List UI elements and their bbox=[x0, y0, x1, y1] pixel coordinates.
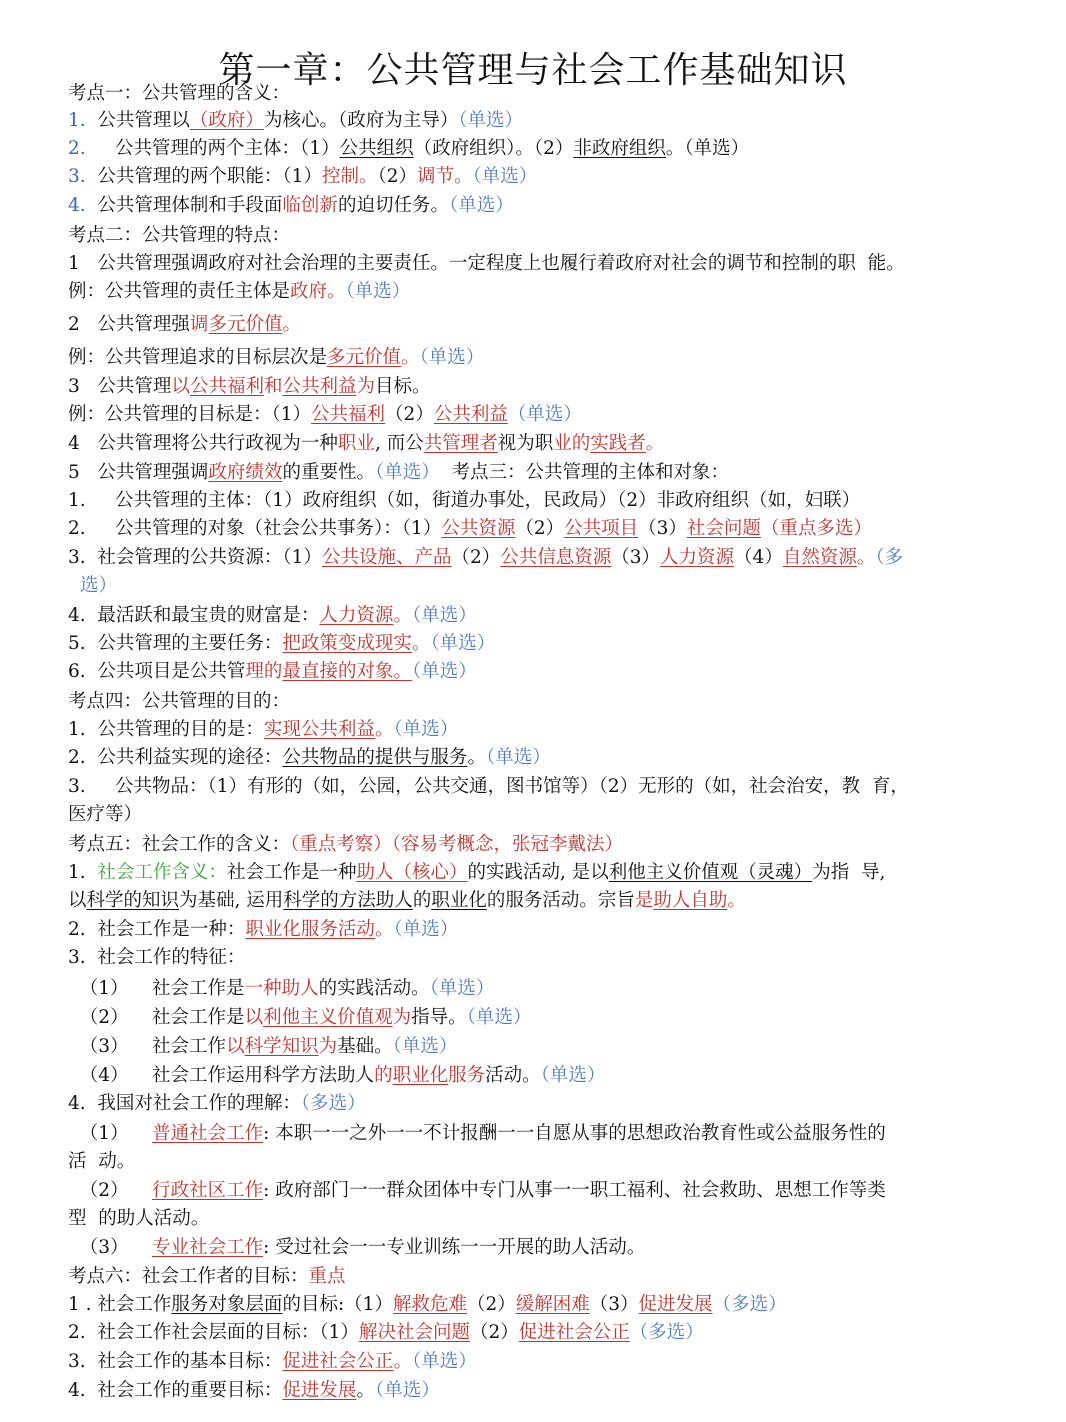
text-segment: 促进发展 bbox=[282, 1380, 357, 1401]
text-segment: 职业 bbox=[337, 433, 375, 454]
text-segment: （重点考察）（容易考概念，张冠李戴法） bbox=[290, 834, 624, 855]
text-segment: 以 bbox=[171, 376, 190, 397]
text-segment: 人力资源 bbox=[319, 605, 394, 626]
text-segment: （单选） bbox=[458, 110, 523, 131]
text-line bbox=[68, 1236, 645, 1260]
text-segment: 。 bbox=[393, 605, 412, 626]
text-line bbox=[68, 1006, 531, 1030]
text-segment: 调节。 bbox=[417, 166, 473, 187]
text-segment: （重点多选） bbox=[760, 518, 872, 539]
text-line bbox=[68, 1321, 704, 1345]
text-line bbox=[68, 224, 290, 248]
text-segment: 3 公共管理 bbox=[68, 376, 172, 397]
text-segment: 业的 bbox=[553, 433, 591, 454]
text-segment: 3. 社会工作的基本目标： bbox=[68, 1351, 283, 1372]
text-segment: 5. 公共管理的主要任务： bbox=[68, 633, 283, 654]
text-segment: （1） bbox=[68, 1123, 153, 1144]
text-segment: 社会问题 bbox=[686, 518, 761, 539]
text-segment: 非政府组织 bbox=[573, 138, 666, 159]
text-segment: 1. bbox=[68, 862, 98, 883]
text-segment: 为 bbox=[356, 376, 375, 397]
text-line bbox=[68, 403, 582, 427]
text-segment: 社会工作是一种 bbox=[226, 862, 357, 883]
text-segment: （单选） bbox=[393, 719, 459, 740]
text-segment: 为 bbox=[392, 1007, 412, 1028]
text-segment: 选） bbox=[80, 575, 118, 596]
text-line bbox=[68, 165, 537, 189]
text-segment: （单选） bbox=[345, 281, 411, 302]
text-line bbox=[68, 946, 245, 970]
text-segment: 公共管理的两个职能：（1） bbox=[85, 166, 322, 187]
text-segment: 专业社会工作 bbox=[152, 1237, 264, 1258]
text-segment: 2. bbox=[68, 138, 86, 159]
text-line bbox=[68, 1207, 209, 1231]
text-segment: 例：公共管理的目标是：（1） bbox=[68, 404, 312, 425]
text-segment: （2） bbox=[377, 166, 417, 187]
text-segment: 6. 公共项目是公共管 bbox=[68, 661, 246, 682]
text-line bbox=[68, 861, 885, 885]
text-segment: 考点三：公共管理的主体和对象： bbox=[439, 462, 729, 483]
text-segment: 视为职 bbox=[497, 433, 554, 454]
text-segment: （单选） bbox=[411, 605, 477, 626]
text-segment: 多元价值 bbox=[208, 314, 283, 335]
text-line bbox=[68, 1179, 886, 1203]
text-segment: 公共利益 bbox=[282, 376, 357, 397]
text-segment: 医疗等） bbox=[68, 804, 143, 825]
text-segment: 公共管理的两个主体：（1） bbox=[85, 138, 340, 159]
text-segment: （3） 社会工作 bbox=[68, 1036, 227, 1057]
text-segment: 职业化 bbox=[392, 1065, 449, 1086]
text-line bbox=[68, 489, 860, 513]
text-segment: 2. 公共利益实现的途径： bbox=[68, 747, 283, 768]
text-segment: 指导。 bbox=[411, 1007, 467, 1028]
text-segment: 以 bbox=[226, 1036, 245, 1057]
text-segment: （4） 社会工作运用科学方法助人 bbox=[68, 1065, 375, 1086]
text-segment: 实践者 bbox=[590, 433, 646, 454]
text-segment: 为 bbox=[318, 1036, 338, 1057]
text-segment: （政府） bbox=[189, 110, 264, 131]
text-segment: （政府组织）。（2） bbox=[413, 138, 574, 159]
text-segment: 调 bbox=[189, 314, 209, 335]
text-segment: 为基础, 运用 bbox=[179, 890, 284, 911]
text-segment: 促进社会公正 bbox=[518, 1322, 630, 1343]
text-line bbox=[68, 1150, 135, 1174]
text-segment: 公共组织 bbox=[339, 138, 414, 159]
text-segment: 3. bbox=[68, 166, 86, 187]
text-segment: 2 公共管理强 bbox=[68, 314, 190, 335]
text-segment: 最直接的对象。 bbox=[282, 661, 412, 682]
text-segment: 的迫切任务。 bbox=[337, 195, 449, 216]
text-segment: 助人自助 bbox=[653, 890, 728, 911]
text-segment: 2. 公共管理的对象（社会公共事务）：（1） bbox=[68, 518, 442, 539]
text-segment: （单选） bbox=[411, 1351, 477, 1372]
text-segment: （2） 社会工作是 bbox=[68, 1007, 245, 1028]
text-line bbox=[68, 690, 290, 714]
text-segment: 1. 公共管理的目的是： bbox=[68, 719, 264, 740]
text-segment: 考点五：社会工作的含义： bbox=[68, 834, 291, 855]
text-line bbox=[68, 833, 623, 857]
text-line bbox=[68, 1379, 440, 1403]
text-segment: 的 bbox=[374, 1065, 393, 1086]
text-line bbox=[68, 918, 458, 942]
text-segment: 科学的方法助人 bbox=[283, 890, 413, 911]
text-segment: 和 bbox=[263, 376, 283, 397]
text-segment: 利他主义价值观 bbox=[263, 1007, 393, 1028]
text-segment: （2） bbox=[515, 518, 565, 539]
text-line bbox=[68, 252, 905, 276]
text-segment: 3. 社会工作的特征： bbox=[68, 947, 246, 968]
text-segment: 4. 社会工作的重要目标： bbox=[68, 1380, 283, 1401]
text-segment: 公共信息资源 bbox=[500, 547, 612, 568]
text-segment: 为指 导, bbox=[812, 862, 886, 883]
text-segment: 。 bbox=[401, 347, 420, 368]
text-segment: （2） bbox=[466, 1294, 516, 1315]
text-segment: 3. 公共物品：（1）有形的（如，公园，公共交通，图书馆等）（2）无形的（如，社会治安，教 育， bbox=[68, 776, 909, 797]
text-segment: （多选） bbox=[629, 1322, 704, 1343]
text-segment: : 本职一一之外一一不计报酬一一自愿从事的思想政治教育性或公益服务性的 bbox=[263, 1123, 886, 1144]
text-segment: 的 bbox=[412, 890, 432, 911]
text-segment: （1） 社会工作是 bbox=[68, 978, 245, 999]
text-segment: 5 公共管理强调 bbox=[68, 462, 209, 483]
text-segment: 控制。 bbox=[321, 166, 378, 187]
text-line bbox=[68, 889, 746, 913]
text-segment: 4 公共管理将公共行政视为一种 bbox=[68, 433, 338, 454]
text-segment: 4. 我国对社会工作的理解： bbox=[68, 1093, 301, 1114]
text-segment: （单选） bbox=[485, 747, 551, 768]
text-segment: 。 bbox=[856, 547, 876, 568]
text-segment: （单选） bbox=[429, 978, 495, 999]
text-segment: 社会工作含义： bbox=[97, 862, 227, 883]
text-segment: 。 bbox=[727, 890, 746, 911]
text-line bbox=[68, 1350, 477, 1374]
text-segment: 。 bbox=[374, 719, 394, 740]
text-segment: 以 bbox=[68, 890, 87, 911]
text-segment: （多选） bbox=[300, 1093, 366, 1114]
text-segment: 解决社会问题 bbox=[358, 1322, 470, 1343]
text-segment: （多 bbox=[875, 547, 904, 568]
text-segment: 2. 社会工作社会层面的目标：（1） bbox=[68, 1322, 359, 1343]
text-segment: 基础。 bbox=[337, 1036, 393, 1057]
text-segment: （单选） bbox=[507, 404, 582, 425]
text-segment: 重点 bbox=[308, 1266, 346, 1287]
text-segment: 1 公共管理强调政府对社会治理的主要责任。一定程度上也履行着政府对社会的调节和控制的职 能。 bbox=[68, 253, 905, 274]
text-segment: 服务对象层面 bbox=[171, 1294, 283, 1315]
text-segment: 例：公共管理的责任主体是 bbox=[68, 281, 291, 302]
text-segment: 解救危难 bbox=[392, 1294, 467, 1315]
text-segment: 公共利益 bbox=[433, 404, 508, 425]
text-segment: 一种助人 bbox=[244, 978, 319, 999]
text-segment: 1 . 社会工作 bbox=[68, 1294, 172, 1315]
text-segment: （单选） bbox=[448, 195, 514, 216]
text-line bbox=[68, 313, 301, 337]
text-segment: 共管理者 bbox=[423, 433, 498, 454]
text-segment: 考点四：公共管理的目的： bbox=[68, 691, 291, 712]
text-segment: 行政社区工作 bbox=[152, 1180, 264, 1201]
text-segment: 政府。 bbox=[290, 281, 346, 302]
text-segment: （单选） bbox=[472, 166, 538, 187]
text-segment: （单选） bbox=[374, 462, 440, 483]
text-segment: 缓解困难 bbox=[515, 1294, 590, 1315]
text-segment: 职业化服务活动 bbox=[245, 919, 375, 940]
text-segment: 促进发展 bbox=[638, 1294, 713, 1315]
text-segment: 临创新 bbox=[282, 195, 338, 216]
text-line bbox=[68, 517, 872, 541]
text-segment: : 受过社会一一专业训练一一开展的助人活动。 bbox=[263, 1237, 646, 1258]
text-segment: 科学的知识 bbox=[86, 890, 180, 911]
text-segment: 公共管理体制和手段面 bbox=[85, 195, 283, 216]
text-segment: 人力资源 bbox=[660, 547, 735, 568]
text-line bbox=[68, 137, 749, 161]
text-segment: （3） bbox=[589, 1294, 639, 1315]
text-segment: 促进社会公正 bbox=[282, 1351, 394, 1372]
text-segment: 的目标:（1） bbox=[282, 1294, 393, 1315]
text-segment: 。 bbox=[282, 314, 301, 335]
text-segment: 实现公共利益 bbox=[263, 719, 375, 740]
text-segment: （4） bbox=[734, 547, 783, 568]
text-segment: 以 bbox=[244, 1007, 264, 1028]
text-segment: （3） bbox=[68, 1237, 153, 1258]
text-line bbox=[68, 1122, 886, 1146]
text-segment: 普通社会工作 bbox=[152, 1123, 264, 1144]
text-segment: 1. 公共管理的主体：（1）政府组织（如，街道办事处，民政局）（2）非政府组织（如，妇联） bbox=[68, 490, 861, 511]
text-line bbox=[68, 461, 729, 485]
text-line bbox=[68, 1035, 457, 1059]
text-segment: 活 动。 bbox=[68, 1151, 136, 1172]
text-segment: 把政策变成现实 bbox=[282, 633, 412, 654]
text-segment: 。 bbox=[645, 433, 665, 454]
text-line bbox=[68, 977, 494, 1001]
text-segment: 政府绩效 bbox=[208, 462, 283, 483]
text-line bbox=[68, 375, 431, 399]
text-line bbox=[68, 194, 514, 218]
text-segment: （单选） bbox=[374, 1380, 440, 1401]
text-segment: 。 bbox=[374, 919, 394, 940]
text-segment: （单选） bbox=[466, 1007, 532, 1028]
text-segment: 4. bbox=[68, 195, 86, 216]
text-line bbox=[68, 775, 909, 799]
text-segment: 为核心。（政府为主导） bbox=[263, 110, 459, 131]
text-segment: 目标。 bbox=[375, 376, 431, 397]
text-segment: （3） bbox=[611, 547, 661, 568]
text-segment: （单选） bbox=[540, 1065, 606, 1086]
text-segment: 例：公共管理追求的目标层次是 bbox=[68, 347, 328, 368]
text-segment: （多选） bbox=[712, 1294, 787, 1315]
text-line bbox=[68, 718, 458, 742]
text-segment: 。 bbox=[411, 633, 431, 654]
text-line bbox=[68, 604, 477, 628]
text-line bbox=[68, 109, 523, 133]
text-segment: （单选） bbox=[419, 347, 485, 368]
text-segment: 利他主义价值观（灵魂） bbox=[608, 862, 813, 883]
text-segment: 自然资源 bbox=[782, 547, 857, 568]
text-segment: 考点一：公共管理的含义： bbox=[68, 83, 291, 104]
text-segment: （2） bbox=[68, 1180, 153, 1201]
text-line bbox=[68, 1092, 366, 1116]
text-segment: （单选） bbox=[411, 661, 477, 682]
text-line bbox=[68, 1064, 605, 1088]
text-line bbox=[68, 346, 484, 370]
text-line bbox=[68, 82, 290, 106]
text-segment: 科学知识 bbox=[244, 1036, 319, 1057]
text-segment: 公共物品的提供与服务 bbox=[282, 747, 468, 768]
text-segment: 公共管理以 bbox=[85, 110, 190, 131]
text-line bbox=[68, 1265, 346, 1289]
text-segment: （2） bbox=[469, 1322, 519, 1343]
text-segment: 公共资源 bbox=[441, 518, 516, 539]
text-line bbox=[80, 574, 117, 598]
text-segment: （单选） bbox=[430, 633, 496, 654]
text-segment: 2. 社会工作是一种： bbox=[68, 919, 246, 940]
text-segment: 公共福利 bbox=[189, 376, 264, 397]
text-segment: 的实践活动。 bbox=[318, 978, 430, 999]
text-segment: 活动。 bbox=[485, 1065, 541, 1086]
text-segment: （2） bbox=[385, 404, 434, 425]
text-line bbox=[68, 746, 551, 770]
text-segment: 。 bbox=[467, 747, 486, 768]
text-segment: 的服务活动。宗旨 bbox=[486, 890, 635, 911]
text-segment: 考点六：社会工作者的目标： bbox=[68, 1266, 309, 1287]
text-segment: 职业化 bbox=[431, 890, 487, 911]
text-segment: 理的 bbox=[245, 661, 283, 682]
text-segment: 公共设施、产品 bbox=[321, 547, 452, 568]
text-segment: 。 bbox=[393, 1351, 412, 1372]
text-segment: （单选） bbox=[392, 1036, 458, 1057]
text-segment: 考点二：公共管理的特点： bbox=[68, 225, 291, 246]
text-segment: 公共福利 bbox=[311, 404, 386, 425]
text-segment: 型 的助人活动。 bbox=[68, 1208, 210, 1229]
text-line bbox=[68, 1293, 787, 1317]
text-segment: （3） bbox=[638, 518, 687, 539]
text-segment: 的重要性。 bbox=[282, 462, 375, 483]
text-segment: 1. bbox=[68, 110, 86, 131]
text-segment: （2） bbox=[451, 547, 501, 568]
text-line bbox=[68, 803, 142, 827]
text-segment: 的实践活动, 是以 bbox=[467, 862, 609, 883]
text-line bbox=[68, 280, 410, 304]
text-line bbox=[68, 660, 477, 684]
text-segment: 服务 bbox=[448, 1065, 486, 1086]
text-line bbox=[68, 546, 903, 570]
text-segment: 3. 社会管理的公共资源：（1） bbox=[68, 547, 322, 568]
text-segment: : 政府部门一一群众团体中专门从事一一职工福利、社会救助、思想工作等类 bbox=[263, 1180, 886, 1201]
text-segment: 多元价值 bbox=[327, 347, 402, 368]
text-segment: 4. 最活跃和最宝贵的财富是： bbox=[68, 605, 320, 626]
text-line bbox=[68, 632, 495, 656]
text-segment: 助人（核心） bbox=[356, 862, 468, 883]
text-segment: （单选） bbox=[393, 919, 459, 940]
text-line bbox=[68, 432, 664, 456]
text-segment: 是 bbox=[634, 890, 654, 911]
text-segment: 。（单选） bbox=[665, 138, 750, 159]
page-title: 第一章：公共管理与社会工作基础知识 bbox=[218, 50, 848, 92]
text-segment: , 而公 bbox=[374, 433, 424, 454]
text-segment: 公共项目 bbox=[564, 518, 639, 539]
text-segment: 。 bbox=[356, 1380, 375, 1401]
